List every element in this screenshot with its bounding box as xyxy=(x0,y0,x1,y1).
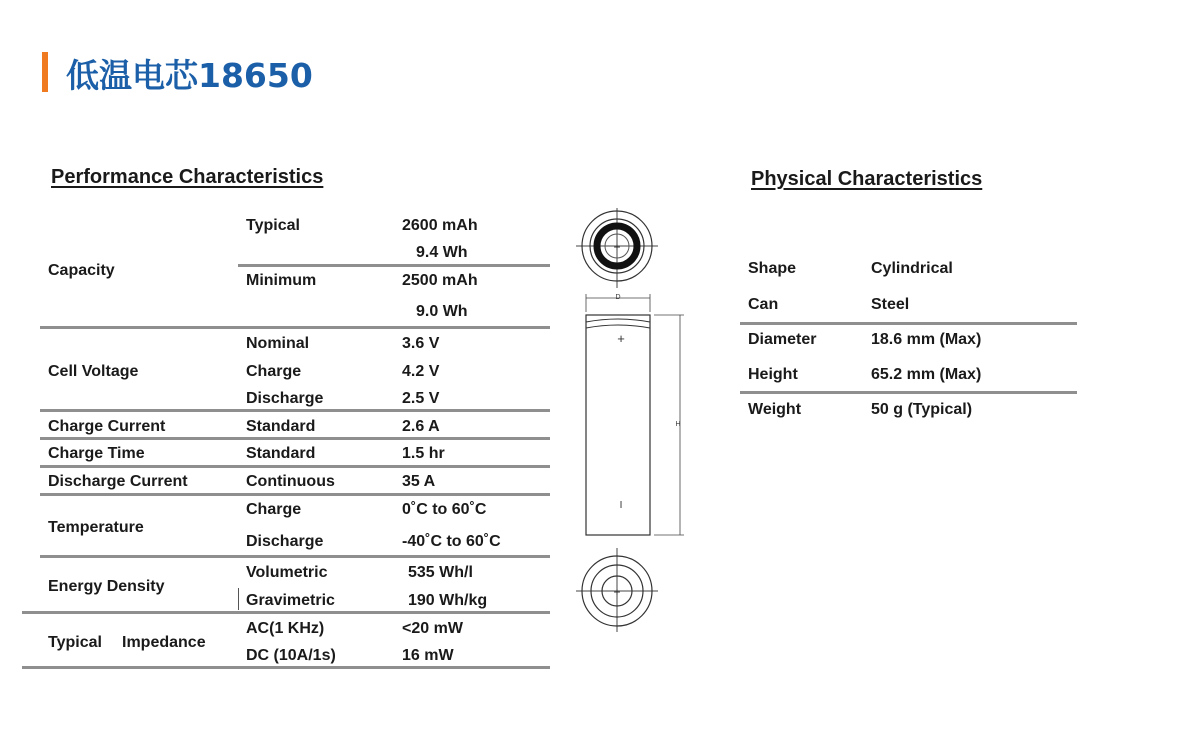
value-discharge-temp: -40˚C to 60˚C xyxy=(402,533,501,550)
divider xyxy=(40,555,550,558)
value-nominal: 3.6 V xyxy=(402,335,440,352)
phys-label-can: Can xyxy=(748,296,779,313)
sub-ac-impedance: AC(1 KHz) xyxy=(246,620,325,637)
title-accent-bar xyxy=(42,52,48,92)
performance-title: Performance Characteristics xyxy=(51,166,324,188)
physical-title: Physical Characteristics xyxy=(751,168,983,190)
row-label-energy-density: Energy Density xyxy=(48,578,165,595)
dim-diameter-label: D xyxy=(615,294,621,301)
battery-drawing xyxy=(570,200,690,640)
cell-separator xyxy=(238,588,239,610)
divider xyxy=(40,437,550,440)
sub-dc-impedance: DC (10A/1s) xyxy=(246,647,336,664)
sub-discharge-current: Continuous xyxy=(246,473,335,490)
page-title: 低温电芯18650 xyxy=(66,56,313,95)
sub-minimum: Minimum xyxy=(246,272,317,289)
value-charge-voltage: 4.2 V xyxy=(402,363,440,380)
battery-top-view xyxy=(576,208,658,288)
sub-typical: Typical xyxy=(246,217,300,234)
divider xyxy=(40,465,550,468)
divider xyxy=(238,264,550,267)
sub-discharge-voltage: Discharge xyxy=(246,390,324,407)
sub-volumetric: Volumetric xyxy=(246,564,328,581)
divider xyxy=(740,391,1077,394)
row-label-charge-current: Charge Current xyxy=(48,418,166,435)
divider xyxy=(740,322,1077,325)
side-view-plus: + xyxy=(617,331,625,346)
row-label-discharge-current: Discharge Current xyxy=(48,473,188,490)
row-label-charge-time: Charge Time xyxy=(48,445,145,462)
row-label-capacity: Capacity xyxy=(48,262,115,279)
sub-discharge-temp: Discharge xyxy=(246,533,324,550)
divider xyxy=(40,409,550,412)
value-charge-temp: 0˚C to 60˚C xyxy=(402,501,487,518)
value-volumetric: 535 Wh/l xyxy=(408,564,473,581)
row-label-temperature: Temperature xyxy=(48,519,144,536)
top-view-plus: + xyxy=(613,240,621,254)
sub-charge-time: Standard xyxy=(246,445,316,462)
bottom-view-plus: + xyxy=(613,585,621,599)
value-typical-wh: 9.4 Wh xyxy=(416,244,468,261)
divider xyxy=(40,493,550,496)
value-ac-impedance: <20 mW xyxy=(402,620,463,637)
phys-label-weight: Weight xyxy=(748,401,802,418)
value-dc-impedance: 16 mW xyxy=(402,647,454,664)
phys-value-height: 65.2 mm (Max) xyxy=(871,366,982,383)
phys-label-diameter: Diameter xyxy=(748,331,817,348)
phys-value-can: Steel xyxy=(871,296,910,313)
phys-label-shape: Shape xyxy=(748,260,797,277)
dim-height-label: H xyxy=(675,421,681,428)
sub-nominal: Nominal xyxy=(246,335,310,352)
battery-bottom-view xyxy=(576,548,658,632)
value-charge-time: 1.5 hr xyxy=(402,445,445,462)
phys-value-shape: Cylindrical xyxy=(871,260,953,277)
phys-value-diameter: 18.6 mm (Max) xyxy=(871,331,982,348)
value-minimum-mah: 2500 mAh xyxy=(402,272,478,289)
phys-value-weight: 50 g (Typical) xyxy=(871,401,973,418)
battery-side-view xyxy=(586,294,684,535)
phys-label-height: Height xyxy=(748,366,798,383)
value-typical-mah: 2600 mAh xyxy=(402,217,478,234)
divider xyxy=(22,666,550,669)
row-label-typical: Typical xyxy=(48,634,102,651)
row-label-cell-voltage: Cell Voltage xyxy=(48,363,139,380)
sub-charge-current: Standard xyxy=(246,418,316,435)
row-label-impedance: Impedance xyxy=(122,634,206,651)
side-view-minus: I xyxy=(619,500,623,511)
value-minimum-wh: 9.0 Wh xyxy=(416,303,468,320)
sub-gravimetric: Gravimetric xyxy=(246,592,335,609)
divider xyxy=(40,326,550,329)
value-charge-current: 2.6 A xyxy=(402,418,440,435)
value-discharge-current: 35 A xyxy=(402,473,436,490)
divider xyxy=(22,611,550,614)
sub-charge-temp: Charge xyxy=(246,501,302,518)
sub-charge-voltage: Charge xyxy=(246,363,302,380)
value-discharge-voltage: 2.5 V xyxy=(402,390,440,407)
value-gravimetric: 190 Wh/kg xyxy=(408,592,488,609)
